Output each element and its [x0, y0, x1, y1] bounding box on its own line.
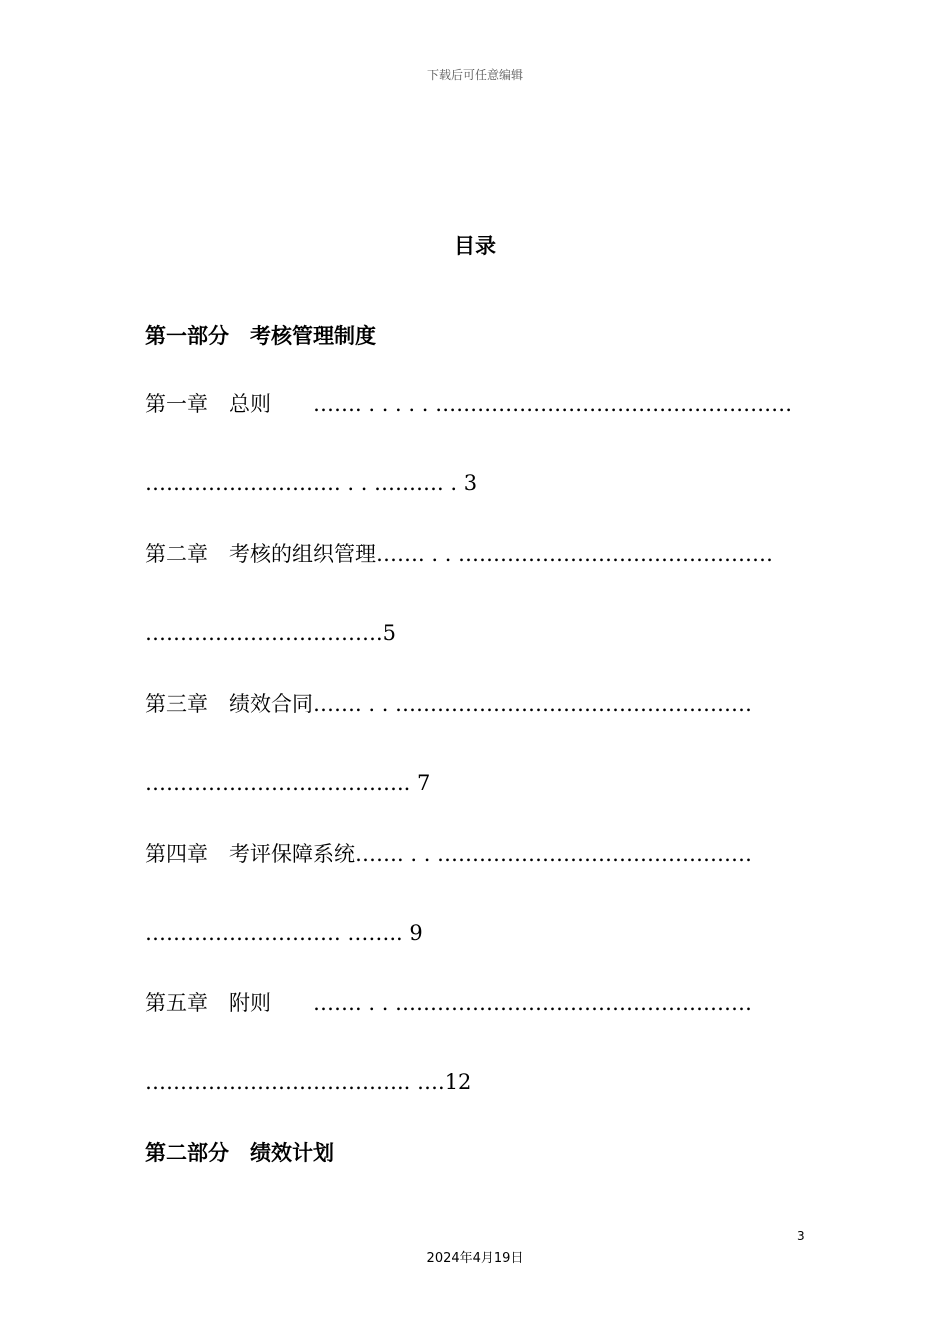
page-number: 3 [797, 1229, 805, 1243]
page-header: 下载后可任意编辑 [426, 68, 523, 82]
part-heading-2: 第二部分 绩效计划 [145, 1141, 334, 1165]
part-heading-1: 第一部分 考核管理制度 [145, 324, 376, 348]
toc-entry-3-line-2: ……………………………….. 7 [145, 771, 431, 795]
toc-title: 目录 [454, 234, 496, 258]
toc-entry-2-line-1: 第二章 考核的组织管理……. . . ……………………………………… [145, 542, 774, 566]
toc-entry-5-line-1: 第五章 附则 ……. . . …………………………………………… [145, 991, 753, 1015]
toc-entry-5-line-2: ……………………………….. ….12 [145, 1070, 472, 1094]
toc-entry-4-line-2: ………………………. …….. 9 [145, 921, 423, 945]
page-footer-date: 2024年4月19日 [426, 1251, 524, 1266]
toc-entry-2-line-2: …………………………….5 [145, 621, 397, 645]
toc-entry-3-line-1: 第三章 绩效合同……. . . …………………………………………… [145, 692, 753, 716]
toc-entry-1-line-2: ………………………. . . ………. . 3 [145, 471, 478, 495]
toc-entry-4-line-1: 第四章 考评保障系统……. . . ……………………………………… [145, 842, 753, 866]
toc-entry-1-line-1: 第一章 总则 ……. . . . . . …………………………………………… [145, 392, 793, 416]
